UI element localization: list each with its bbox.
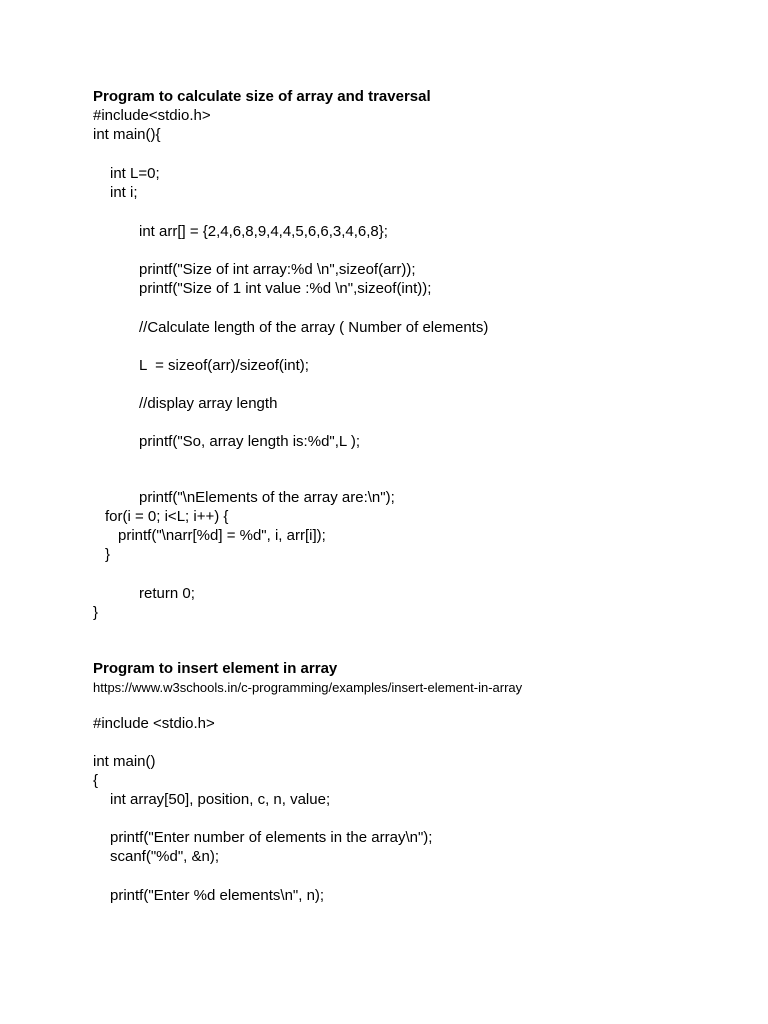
code-line: int main() (93, 753, 156, 770)
code-line: int i; (110, 184, 138, 201)
code-line: return 0; (139, 585, 195, 602)
code-line: int L=0; (110, 165, 160, 182)
code-line: #include <stdio.h> (93, 715, 215, 732)
code-line: printf("\nElements of the array are:\n"); (139, 489, 395, 506)
code-line: { (93, 772, 99, 789)
code-line: printf("Enter %d elements\n", n); (110, 887, 325, 904)
section-heading: Program to calculate size of array and traversal (93, 88, 431, 105)
code-line: int arr[] = {2,4,6,8,9,4,4,5,6,6,3,4,6,8}; (139, 223, 388, 240)
code-comment: //Calculate length of the array ( Number of elements) (139, 319, 489, 336)
section-heading: Program to insert element in array (93, 660, 338, 677)
code-line: int main(){ (93, 126, 161, 143)
code-comment: //display array length (139, 395, 278, 412)
code-line: for(i = 0; i<L; i++) { (105, 508, 229, 525)
code-line: } (93, 604, 99, 621)
code-line: } (105, 546, 111, 563)
code-line: L = sizeof(arr)/sizeof(int); (139, 357, 309, 374)
code-line: int array[50], position, c, n, value; (110, 791, 331, 808)
code-line: printf("Size of 1 int value :%d \n",sizeof(int)); (139, 280, 432, 297)
code-line: #include<stdio.h> (93, 107, 211, 124)
code-line: printf("\narr[%d] = %d", i, arr[i]); (118, 527, 326, 544)
code-line: printf("Enter number of elements in the array\n"); (110, 829, 433, 846)
code-line: printf("Size of int array:%d \n",sizeof(arr)); (139, 261, 416, 278)
code-line: scanf("%d", &n); (110, 848, 220, 865)
code-line: printf("So, array length is:%d",L ); (139, 433, 361, 450)
source-url: https://www.w3schools.in/c-programming/examples/insert-element-in-array (93, 680, 523, 695)
